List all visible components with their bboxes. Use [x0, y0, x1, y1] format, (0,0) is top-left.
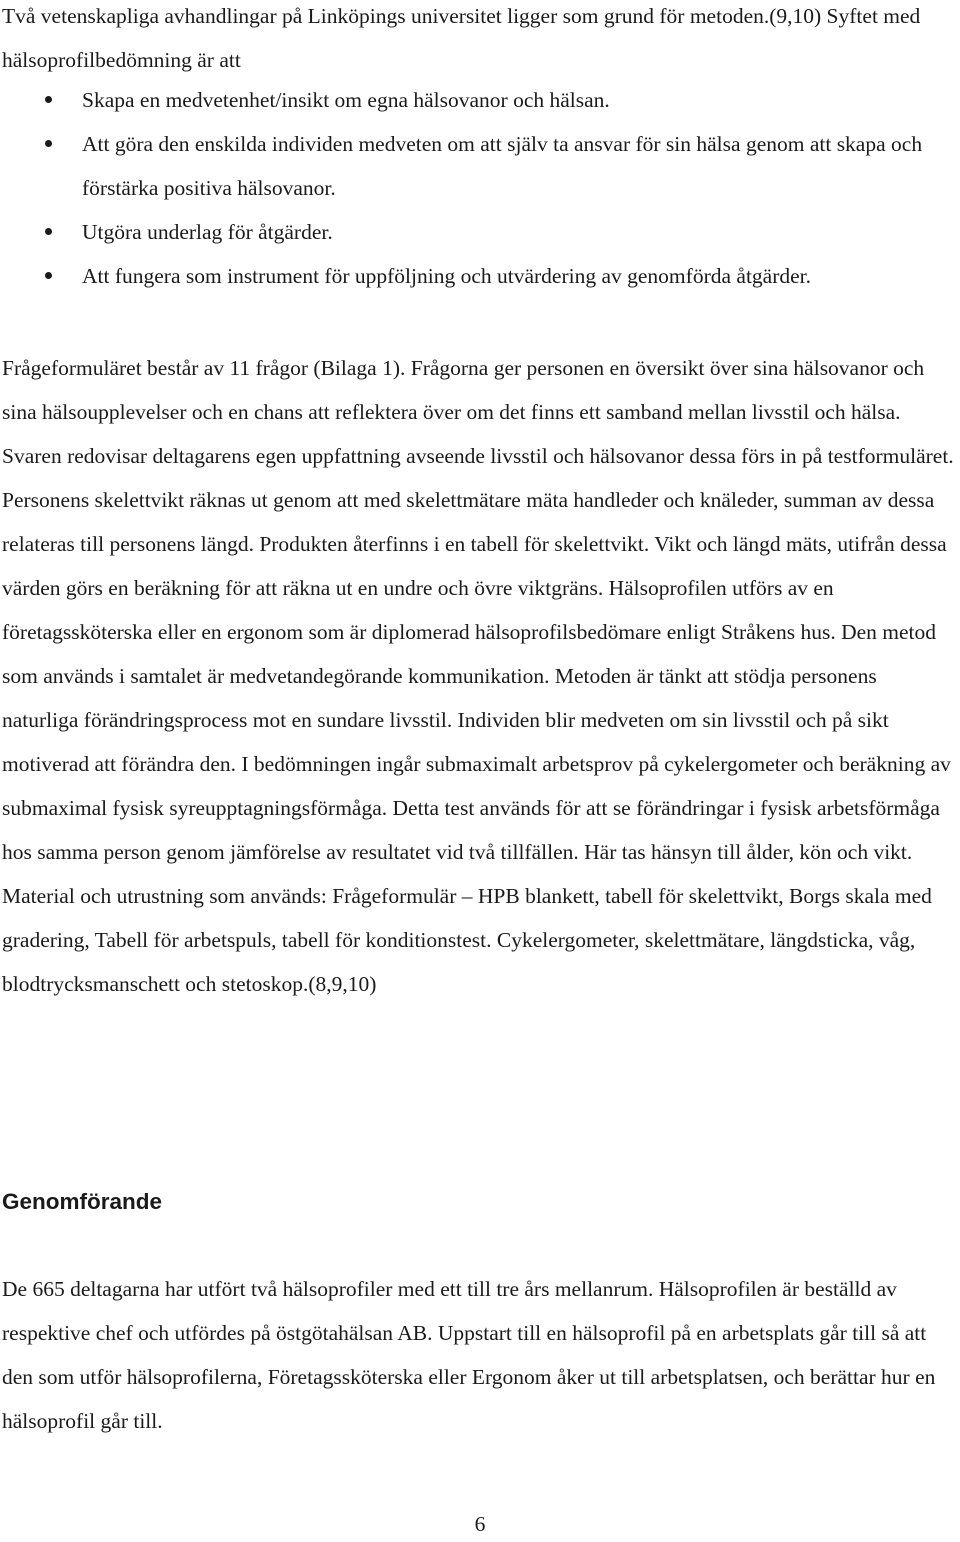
bullet-icon [45, 228, 52, 235]
bullet-item [0, 210, 950, 254]
bullet-item [0, 254, 950, 298]
section-heading: Genomförande [2, 1189, 163, 1214]
intro-paragraph: Två vetenskapliga avhandlingar på Linköpings universitet ligger som grund för metoden.(9,10) Syftet med hälsoprofilbedömning är att [2, 4, 921, 72]
bullet-icon [45, 272, 52, 279]
bullet-text: Att göra den enskilda individen medveten om att själv ta ansvar för sin hälsa genom att skapa och förstärka positiva hälsovanor. [82, 132, 923, 200]
bullet-item [0, 122, 950, 210]
bullet-icon [45, 96, 52, 103]
bullet-text: Att fungera som instrument för uppföljning och utvärdering av genomförda åtgärder. [82, 264, 812, 288]
page-number: 6 [474, 1512, 486, 1536]
bullet-text: Skapa en medvetenhet/insikt om egna hälsovanor och hälsan. [82, 88, 610, 112]
bullet-item [0, 78, 950, 122]
purpose-bullet-list [0, 78, 950, 298]
execution-paragraph: De 665 deltagarna har utfört två hälsoprofiler med ett till tre års mellanrum. Hälsoprofilen är beställd av respektive chef och utfördes på östgötahälsan AB. Uppstart till en hälsoprofil på en arbetsplats går till så att den som utför hälsoprofilerna, Företagssköterska eller Ergonom åker ut till arbetsplatsen, och berättar hur en hälsoprofil går till. [2, 1277, 936, 1433]
bullet-icon [45, 140, 52, 147]
method-paragraph: Frågeformuläret består av 11 frågor (Bilaga 1). Frågorna ger personen en översikt över sina hälsovanor och sina hälsoupplevelser och en chans att reflektera över om det finns ett samband mellan livsstil och hälsa. Svaren redovisar deltagarens egen uppfattning avseende livsstil och hälsovanor dessa förs in på testformuläret. Personens skelettvikt räknas ut genom att med skelettmätare mäta handleder och knäleder, summan av dessa relateras till personens längd. Produkten återfinns i en tabell för skelettvikt. Vikt och längd mäts, utifrån dessa värden görs en beräkning för att räkna ut en undre och övre viktgräns. Hälsoprofilen utförs av en företagssköterska eller en ergonom som är diplomerad hälsoprofilsbedömare enligt Stråkens hus. Den metod som används i samtalet är medvetandegörande kommunikation. Metoden är tänkt att stödja personens naturliga förändringsprocess mot en sundare livsstil. Individen blir medveten om sin livsstil och på sikt motiverad att förändra den. I bedömningen ingår submaximalt arbetsprov på cykelergometer och beräkning av submaximal fysisk syreupptagningsförmåga. Detta test används för att se förändringar i fysisk arbetsförmåga hos samma person genom jämförelse av resultatet vid två tillfällen. Här tas hänsyn till ålder, kön och vikt. Material och utrustning som används: Frågeformulär – HPB blankett, tabell för skelettvikt, Borgs skala med gradering, Tabell för arbetspuls, tabell för konditionstest. Cykelergometer, skelettmätare, längdsticka, våg, blodtrycksmanschett och stetoskop.(8,9,10) [2, 356, 954, 996]
bullet-text: Utgöra underlag för åtgärder. [82, 220, 333, 244]
